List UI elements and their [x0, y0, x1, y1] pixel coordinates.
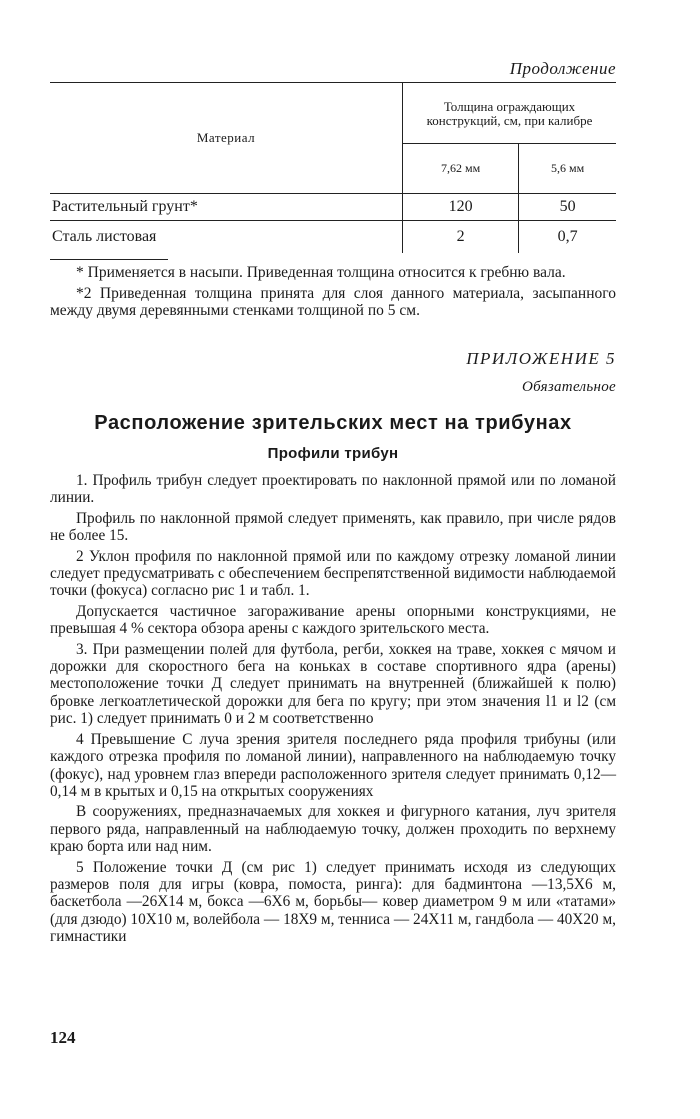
- col-thickness-header: Толщина ограждающих конструкций, см, при калибре: [403, 83, 617, 144]
- row-value-762: 120: [403, 194, 519, 221]
- paragraph: Допускается частичное загораживание арены опорными конструкциями, не превышая 4 % сектора обзора арены с каждого зрительского места.: [50, 602, 616, 638]
- paragraph: Профиль по наклонной прямой следует применять, как правило, при числе рядов не более 15.: [50, 509, 616, 545]
- paragraph: 3. При размещении полей для футбола, регби, хоккея на траве, хоккея с мячом и дорожки для скоростного бега на коньках в составе спортивного ядра (арены) местоположение точки Д следует принимать на внутренней (ближайшей к полю) бровке легкоатлетической дорожки для бега по кругу; при этом значения l1 и l2 (см рис. 1) следует принимать 0 и 2 м соответственно: [50, 640, 616, 728]
- table-row: [50, 194, 616, 221]
- paragraph: 1. Профиль трибун следует проектировать по наклонной прямой или по ломаной линии.: [50, 472, 616, 507]
- row-value-56: 50: [519, 194, 616, 221]
- paragraph: 2 Уклон профиля по наклонной прямой или по каждому отрезку ломаной линии следует предусматривать с обеспечением беспрепятственной видимости наблюдаемой точки (фокуса) согласно рис 1 и табл. 1.: [50, 547, 616, 600]
- appendix-title: ПРИЛОЖЕНИЕ 5: [466, 349, 616, 368]
- row-material: Растительный грунт*: [50, 194, 403, 221]
- footnote-rule: [50, 259, 168, 260]
- col-caliber-1: 7,62 мм: [403, 144, 519, 194]
- footnote-1: * Применяется в насыпи. Приведенная толщина относится к гребню вала.: [76, 264, 566, 281]
- body-text: [50, 472, 616, 946]
- row-value-762: 2: [403, 221, 519, 254]
- section-heading: Расположение зрительских мест на трибунах: [94, 412, 572, 434]
- paragraph: 4 Превышение С луча зрения зрителя последнего ряда профиля трибуны (или каждого отрезка профиля по ломаной линии), направленного на наблюдаемую точку (фокус), над уровнем глаз впереди расположенного зрителя следует принимать 0,12—0,14 м в крытых и 0,15 на открытых сооружениях: [50, 730, 616, 800]
- page-number: 124: [50, 1028, 76, 1047]
- section-subheading: Профили трибун: [267, 445, 399, 462]
- col-material-header: Материал: [50, 83, 403, 194]
- paragraph: 5 Положение точки Д (см рис 1) следует принимать исходя из следующих размеров поля для игры (ковра, помоста, ринга): для бадминтона —13,5Х6 м, баскетбола —26Х14 м, бокса —6Х6 м, борьбы— ковер диаметром 9 м или «татами» (для дзюдо) 10Х10 м, волейбола — 18Х9 м, тенниса — 24Х11 м, гандбола — 40Х20 м, гимнастики: [50, 858, 616, 946]
- footnote-2: *2 Приведенная толщина принята для слоя данного материала, засыпанного между двумя деревянными стенками толщиной по 5 см.: [50, 285, 616, 319]
- table-row: [50, 221, 616, 254]
- row-value-56: 0,7: [519, 221, 616, 254]
- paragraph: В сооружениях, предназначаемых для хоккея и фигурного катания, луч зрителя первого ряда, направленный на наблюдаемую точку, должен проходить по верхнему краю борта или над ним.: [50, 803, 616, 856]
- thickness-table: [50, 83, 616, 253]
- row-material: Сталь листовая: [52, 228, 157, 245]
- col-caliber-2: 5,6 мм: [519, 144, 616, 194]
- continued-label: Продолжение: [509, 59, 616, 78]
- appendix-subtitle: Обязательное: [521, 379, 616, 395]
- page: [50, 58, 616, 949]
